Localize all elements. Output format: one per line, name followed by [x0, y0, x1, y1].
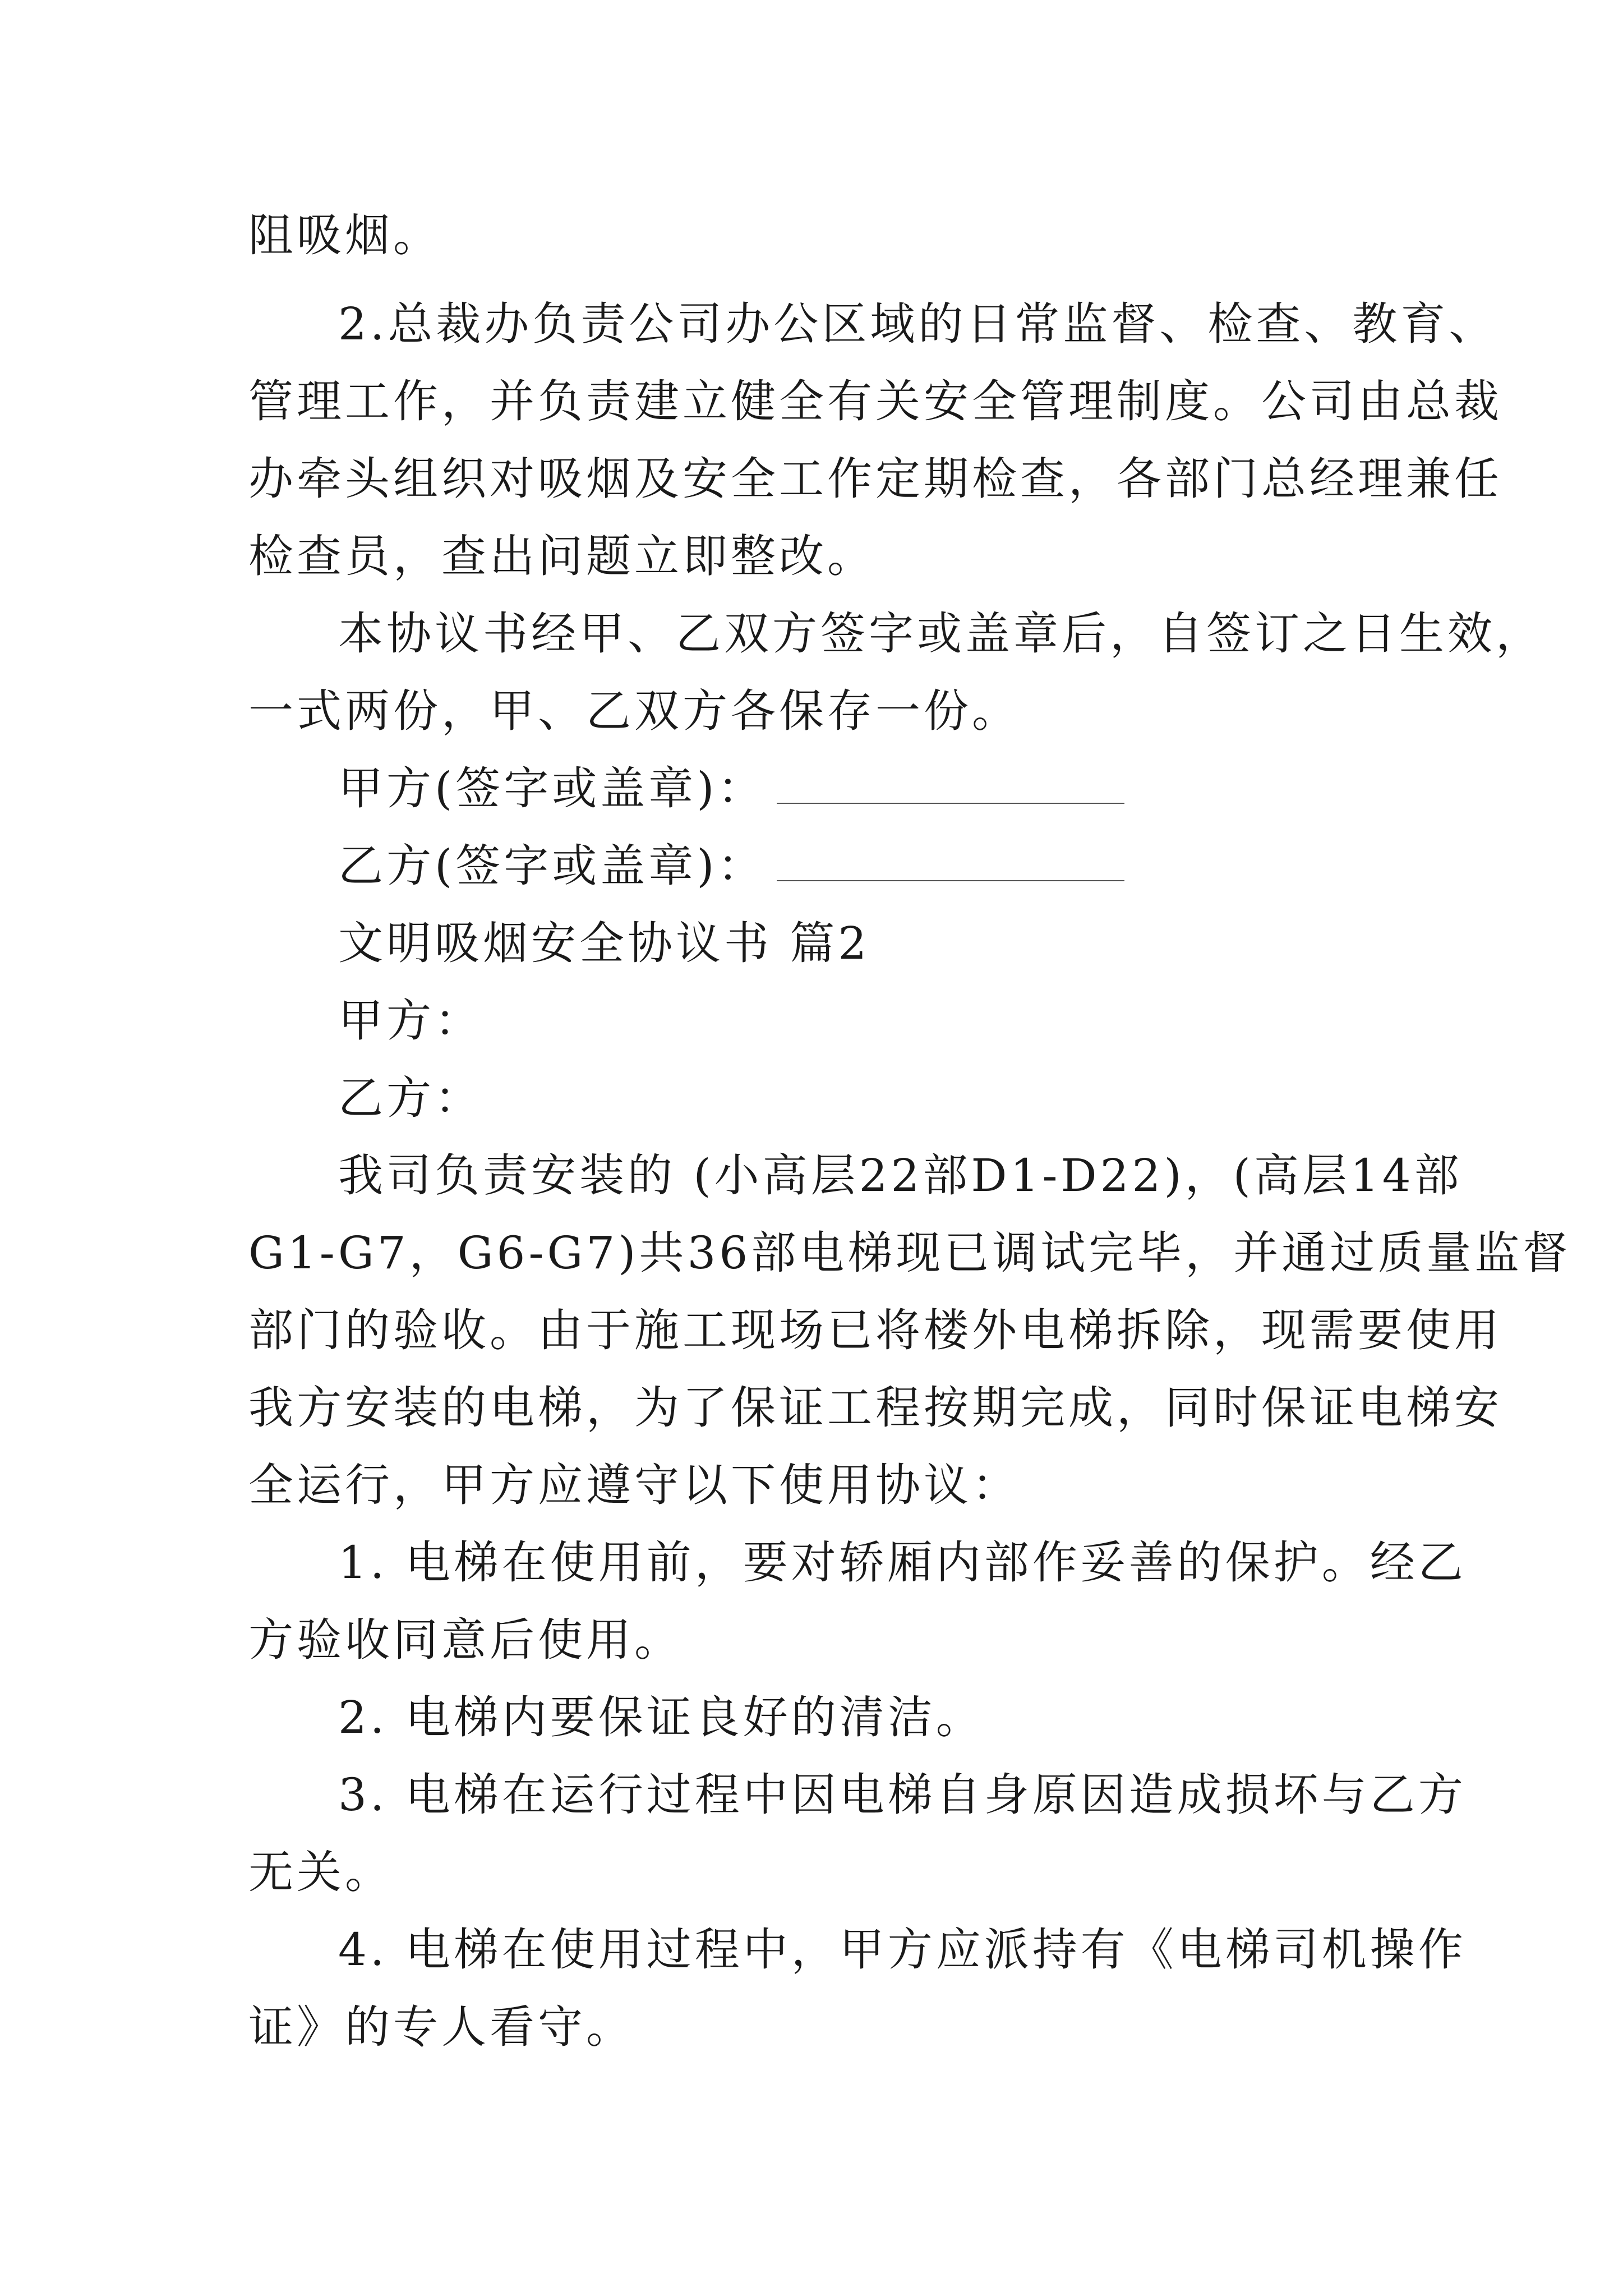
text-line: 阻吸烟。 — [248, 209, 441, 261]
party-b-signature-line — [777, 846, 1124, 881]
section-title: 文明吸烟安全协议书 篇2 — [338, 917, 870, 969]
text-line: 本协议书经甲、乙双方签字或盖章后，自签订之日生效， — [338, 608, 1544, 660]
text-line: 3. 电梯在运行过程中因电梯自身原因造成损坏与乙方 — [338, 1769, 1467, 1821]
text-line: 一式两份，甲、乙双方各保存一份。 — [248, 685, 1020, 737]
text-line: G1-G7，G6-G7)共36部电梯现已调试完毕，并通过质量监督 — [248, 1227, 1571, 1279]
text-line: 4. 电梯在使用过程中，甲方应派持有《电梯司机操作 — [338, 1924, 1467, 1976]
text-line: 管理工作，并负责建立健全有关安全管理制度。公司由总裁 — [248, 375, 1502, 427]
party-b-signature-label: 乙方(签字或盖章)： — [338, 840, 766, 892]
text-line: 证》的专人看守。 — [248, 2001, 634, 2053]
text-line: 部门的验收。由于施工现场已将楼外电梯拆除，现需要使用 — [248, 1304, 1502, 1356]
party-b-signature — [338, 838, 1124, 894]
text-line: 方验收同意后使用。 — [248, 1614, 683, 1666]
party-a-signature-label: 甲方(签字或盖章)： — [338, 762, 766, 815]
text-line: 1. 电梯在使用前，要对轿厢内部作妥善的保护。经乙 — [338, 1536, 1467, 1589]
party-a-signature — [338, 761, 1124, 817]
party-a-signature-line — [777, 769, 1124, 804]
text-line: 全运行，甲方应遵守以下使用协议： — [248, 1459, 1020, 1511]
text-line: 无关。 — [248, 1846, 393, 1898]
text-line: 我方安装的电梯，为了保证工程按期完成，同时保证电梯安 — [248, 1382, 1502, 1434]
text-line: 我司负责安装的 (小高层22部D1-D22)，(高层14部 — [338, 1149, 1463, 1202]
text-line: 甲方： — [338, 995, 483, 1047]
text-line: 乙方： — [338, 1072, 483, 1124]
text-line: 办牵头组织对吸烟及安全工作定期检查，各部门总经理兼任 — [248, 453, 1502, 505]
text-line: 2. 电梯内要保证良好的清洁。 — [338, 1691, 984, 1743]
text-line: 检查员，查出问题立即整改。 — [248, 530, 875, 582]
text-line: 2.总裁办负责公司办公区域的日常监督、检查、教育、 — [338, 298, 1497, 350]
